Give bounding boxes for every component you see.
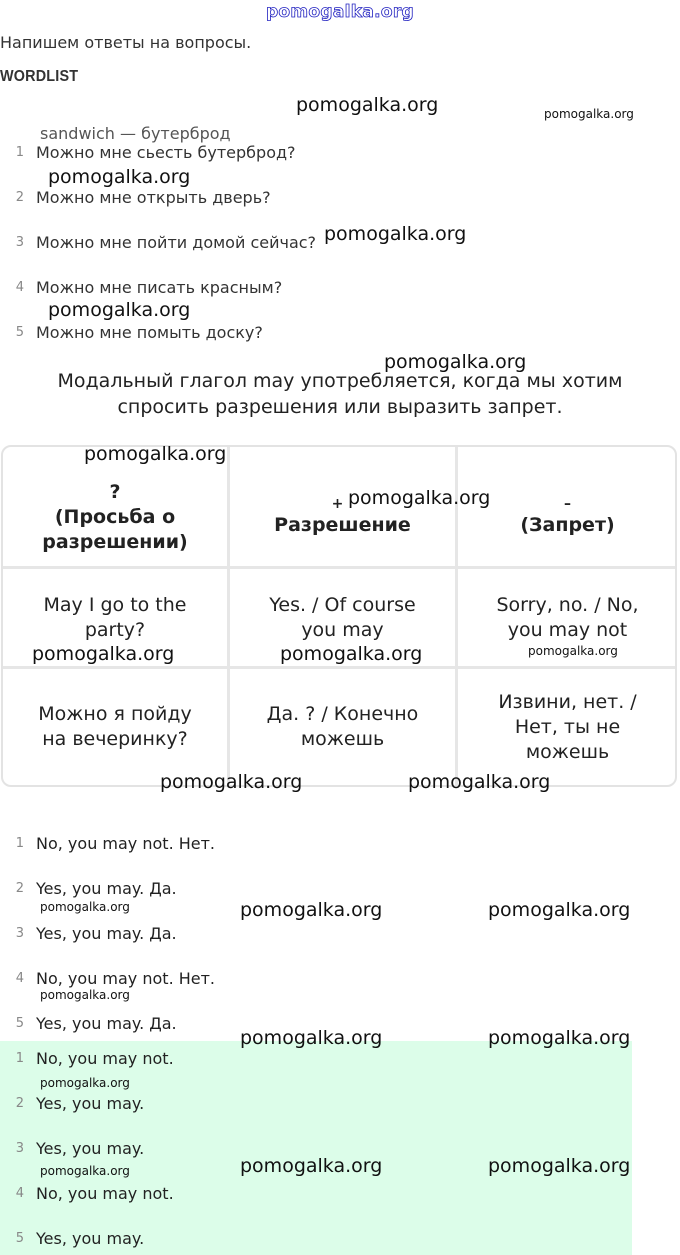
- watermark: pomogalka.org: [280, 643, 423, 665]
- watermark: pomogalka.org: [488, 1155, 631, 1177]
- answer-text: Yes, you may. Да.: [36, 878, 177, 898]
- header-symbol: –: [564, 496, 571, 512]
- watermark: pomogalka.org: [40, 900, 130, 914]
- question-text: Можно мне открыть дверь?: [36, 187, 271, 207]
- answer-number: 4: [15, 970, 24, 986]
- watermark: pomogalka.org: [48, 166, 191, 188]
- watermark: pomogalka.org: [296, 94, 439, 116]
- answer-item: [0, 1181, 174, 1205]
- question-text: Можно мне сьесть бутерброд?: [36, 142, 296, 162]
- header-label: (Просьба о разрешении): [42, 506, 188, 553]
- question-text: Можно мне помыть доску?: [36, 322, 263, 342]
- table-cell: Да. ? / Конечно можешь: [266, 703, 419, 750]
- question-text: Можно мне писать красным?: [36, 277, 283, 297]
- header-label: Разрешение: [274, 514, 411, 536]
- answer-item: [0, 1046, 174, 1070]
- watermark: pomogalka.org: [528, 644, 618, 658]
- header-symbol: ?: [109, 481, 121, 503]
- question-number: 1: [15, 144, 24, 160]
- wordlist-title: WORDLIST: [0, 68, 79, 85]
- watermark: pomogalka.org: [40, 1076, 130, 1090]
- answer-item: [0, 966, 215, 990]
- watermark: pomogalka.org: [544, 107, 634, 121]
- table-cell: Yes. / Of course you may: [269, 593, 416, 641]
- answer-text: No, you may not. Нет.: [36, 833, 216, 853]
- watermark: pomogalka.org: [40, 988, 130, 1002]
- question-number: 4: [15, 279, 24, 295]
- watermark: pomogalka.org: [240, 899, 383, 921]
- question-item: [0, 140, 296, 164]
- explanation-text: Модальный глагол may употребляется, когда мы хотим спросить разрешения или выразить запрет.: [57, 370, 623, 418]
- answer-item: [0, 1226, 144, 1250]
- answer-text: No, you may not.: [36, 1183, 174, 1203]
- answer-text: Yes, you may. Да.: [36, 1013, 177, 1033]
- watermark: pomogalka.org: [488, 899, 631, 921]
- answer-item: [0, 921, 177, 945]
- table-cell: May I go to the party?: [43, 593, 187, 641]
- modal-may-table: [1, 445, 677, 787]
- question-item: [0, 185, 271, 209]
- watermark: pomogalka.org: [40, 1164, 130, 1178]
- wordlist-entry-cut: sandwich — бутерброд: [40, 124, 231, 143]
- answer-text: No, you may not. Нет.: [36, 968, 216, 988]
- watermark: pomogalka.org: [240, 1027, 383, 1049]
- table-cell: Извини, нет. / Нет, ты не можешь: [498, 690, 637, 763]
- table-cell: Sorry, no. / No, you may not: [496, 593, 639, 641]
- answer-item: [0, 1091, 144, 1115]
- watermark: pomogalka.org: [384, 351, 527, 373]
- answer-item: [0, 876, 177, 900]
- answer-number: 1: [15, 835, 24, 851]
- watermark: pomogalka.org: [324, 223, 467, 245]
- question-item: [0, 320, 263, 344]
- question-item: [0, 275, 282, 299]
- answer-number: 1: [15, 1050, 24, 1066]
- watermark: pomogalka.org: [48, 299, 191, 321]
- answer-number: 2: [15, 880, 24, 896]
- intro-text: Напишем ответы на вопросы.: [0, 33, 252, 52]
- watermark: pomogalka.org: [84, 443, 227, 465]
- question-text: Можно мне пойти домой сейчас?: [36, 232, 317, 252]
- header-symbol: +: [331, 496, 344, 512]
- watermark: pomogalka.org: [240, 1155, 383, 1177]
- watermark: pomogalka.org: [160, 771, 303, 793]
- answer-item: [0, 1136, 144, 1160]
- answer-number: 3: [15, 925, 24, 941]
- watermark: pomogalka.org: [32, 643, 175, 665]
- answer-item: [0, 831, 215, 855]
- answer-item: [0, 1011, 177, 1035]
- answer-number: 4: [15, 1185, 24, 1201]
- answer-text: Yes, you may.: [36, 1228, 145, 1248]
- header-label: (Запрет): [520, 514, 615, 536]
- answer-number: 5: [15, 1230, 24, 1246]
- watermark: pomogalka.org: [488, 1027, 631, 1049]
- table-cell: Можно я пойду на вечеринку?: [38, 703, 192, 750]
- answer-text: Yes, you may.: [36, 1138, 145, 1158]
- watermark: pomogalka.org: [408, 771, 551, 793]
- question-number: 2: [15, 189, 24, 205]
- question-number: 3: [15, 234, 24, 250]
- answer-number: 5: [15, 1015, 24, 1031]
- answer-text: Yes, you may.: [36, 1093, 145, 1113]
- answer-number: 2: [15, 1095, 24, 1111]
- table-header-prohibition: [458, 447, 677, 566]
- question-number: 5: [15, 324, 24, 340]
- answer-text: No, you may not.: [36, 1048, 174, 1068]
- site-title[interactable]: pomogalka.org: [265, 2, 415, 22]
- question-item: [0, 230, 316, 254]
- watermark: pomogalka.org: [348, 487, 491, 509]
- answer-number: 3: [15, 1140, 24, 1156]
- answer-text: Yes, you may. Да.: [36, 923, 177, 943]
